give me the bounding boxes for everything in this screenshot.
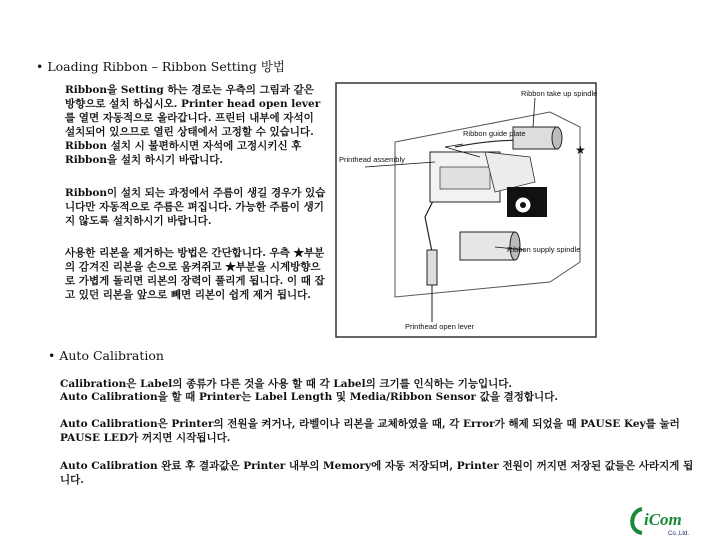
ribbon-loading-diagram	[335, 82, 597, 338]
section-heading-ribbon: • Loading Ribbon – Ribbon Setting 방법	[36, 59, 285, 74]
ribbon-wrinkle-paragraph: Ribbon이 설치 되는 과정에서 주름이 생길 경우가 있습니다만 자동적으로 주름은 펴집니다. 가능한 주름이 생기지 않도록 설치하시기 바랍니다.	[65, 187, 326, 227]
logo-subtext: Co.,Ltd.	[668, 531, 690, 537]
calibration-line-4: Auto Calibration 완료 후 결과값은 Printer 내부의 Memory에 자동 저장되며, Printer 전원이 꺼지면 저장된 값들은 사라지게 됩니다.	[60, 460, 694, 486]
ribbon-removal-paragraph: 사용한 리본을 제거하는 방법은 간단합니다. 우측 ★부분의 감겨진 리본을 손으로 움켜쥐고 ★부분을 시계방향으로 가볍게 돌리면 리본의 장력이 풀리게 됩니다. 이 때 잡고 있던 리본을 앞으로 빼면 리본이 쉽게 제거 됩니다.	[65, 247, 325, 301]
ribbon-setting-paragraph: Ribbon을 Setting 하는 경로는 우측의 그림과 같은 방향으로 설치 하십시오. Printer head open lever를 열면 자동적으로 올라갑니다. 프린터 내부에 자석이 설치되어 있으므로 열린 상태에서 고정할 수 있습니다. Ribbon 설치 시 불편하시면 자석에 고정시키신 후 Ribbon을 설치 하시기 바랍니다.	[65, 84, 321, 166]
logo-text: iCom	[644, 510, 682, 529]
label-supply-spindle: Ribbon supply spindle	[507, 245, 581, 254]
label-printhead-assembly: Printhead assembly	[339, 155, 405, 164]
icom-logo	[628, 503, 708, 539]
logo-swoosh	[632, 509, 642, 533]
section-heading-calibration: • Auto Calibration	[48, 348, 164, 363]
label-open-lever: Printhead open lever	[405, 322, 475, 331]
calibration-line-1: Calibration은 Label의 종류가 다른 것을 사용 할 때 각 Label의 크기를 인식하는 기능입니다.	[60, 378, 513, 390]
label-takeup-spindle: Ribbon take up spindle	[521, 89, 597, 98]
calibration-line-3: Auto Calibration은 Printer의 전원을 켜거나, 라벨이나 리본을 교체하였을 때, 각 Error가 해제 되었을 때 PAUSE Key를 눌러 PAUSE LED가 꺼지면 시작됩니다.	[60, 418, 680, 444]
calibration-line-2: Auto Calibration을 할 때 Printer는 Label Length 및 Media/Ribbon Sensor 값을 결정합니다.	[60, 391, 558, 403]
ribbon-spool	[507, 187, 547, 217]
star-marker: ★	[575, 143, 586, 157]
diagram-frame	[336, 83, 596, 337]
label-guide-plate: Ribbon guide plate	[463, 129, 526, 138]
